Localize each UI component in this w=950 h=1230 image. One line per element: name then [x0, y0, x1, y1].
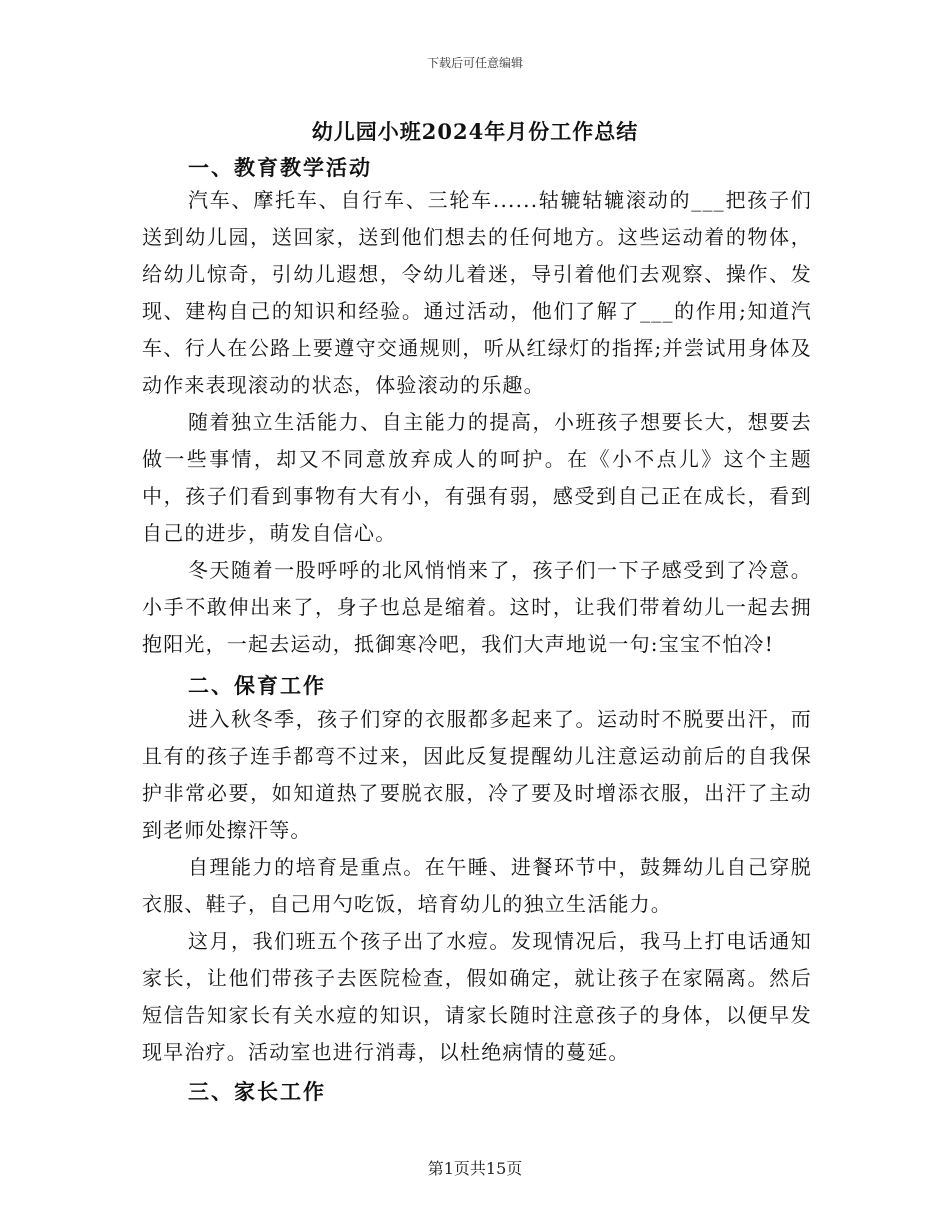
paragraph: 这月，我们班五个孩子出了水痘。发现情况后，我马上打电话通知家长，让他们带孩子去医院检查，假如确定，就让孩子在家隔离。然后短信告知家长有关水痘的知识，请家长随时注意孩子的身体，以便早发现早治疗。活动室也进行消毒，以杜绝病情的蔓延。 — [142, 929, 812, 1064]
section-heading-teaching: 一、教育教学活动 — [188, 155, 372, 180]
section-heading-parents: 三、家长工作 — [188, 1079, 326, 1104]
section-heading-care: 二、保育工作 — [188, 673, 326, 698]
paragraph: 冬天随着一股呼呼的北风悄悄来了，孩子们一下子感受到了冷意。小手不敢伸出来了，身子也总是缩着。这时，让我们带着幼儿一起去拥抱阳光，一起去运动，抵御寒冷吧，我们大声地说一句:宝宝不怕冷! — [142, 558, 812, 656]
header-note: 下载后可任意编辑 — [426, 56, 523, 70]
paragraph: 随着独立生活能力、自主能力的提高，小班孩子想要长大，想要去做一些事情，却又不同意放弃成人的呵护。在《小不点儿》这个主题中，孩子们看到事物有大有小，有强有弱，感受到自己正在成长，看到自己的进步，萌发自信心。 — [142, 410, 812, 545]
page-footer: 第1页共15页 — [427, 1159, 523, 1178]
paragraph: 汽车、摩托车、自行车、三轮车......轱辘轱辘滚动的___把孩子们送到幼儿园，送回家，送到他们想去的任何地方。这些运动着的物体，给幼儿惊奇，引幼儿遐想，令幼儿着迷，导引着他们去观察、操作、发现、建构自己的知识和经验。通过活动，他们了解了___的作用;知道汽车、行人在公路上要遵守交通规则，听从红绿灯的指挥;并尝试用身体及动作来表现滚动的状态，体验滚动的乐趣。 — [142, 188, 812, 397]
paragraph: 进入秋冬季，孩子们穿的衣服都多起来了。运动时不脱要出汗，而且有的孩子连手都弯不过来，因此反复提醒幼儿注意运动前后的自我保护非常必要，如知道热了要脱衣服，冷了要及时增添衣服，出汗了主动到老师处擦汗等。 — [142, 707, 812, 842]
document-title: 幼儿园小班2024年月份工作总结 — [311, 119, 639, 144]
paragraph: 自理能力的培育是重点。在午睡、进餐环节中，鼓舞幼儿自己穿脱衣服、鞋子，自己用勺吃饭，培育幼儿的独立生活能力。 — [142, 855, 812, 916]
